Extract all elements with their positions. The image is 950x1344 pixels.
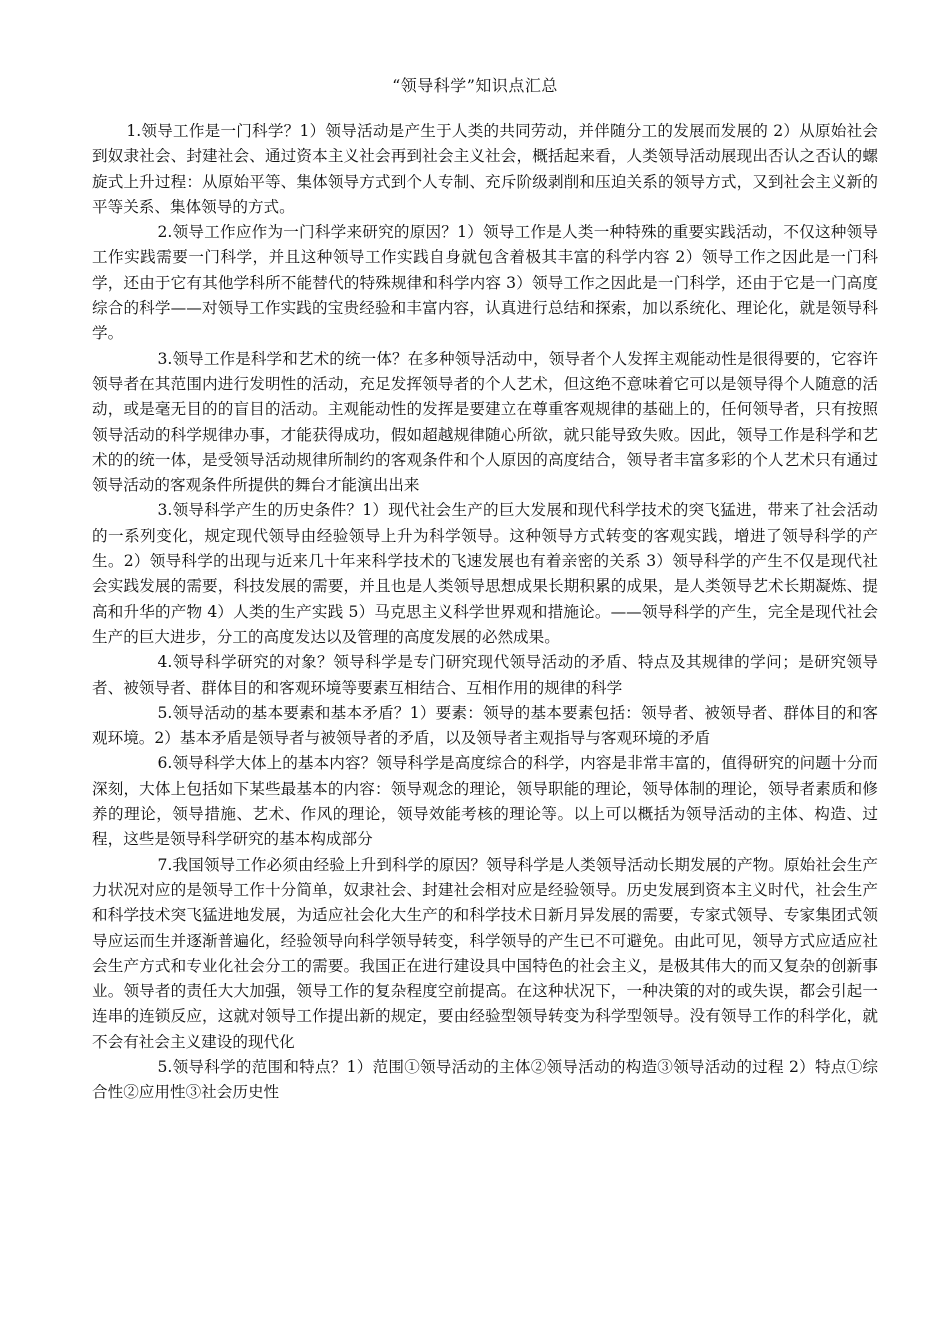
paragraph-4: 3.领导科学产生的历史条件？1）现代社会生产的巨大发展和现代科学技术的突飞猛进，带来了社会活动的一系列变化，规定现代领导由经验领导上升为科学领导。这种领导方式转变的客观实践，增进了领导科学的产生。2）领导科学的出现与近来几十年来科学技术的飞速发展也有着亲密的关系 3）领导科学的产生不仅是现代社会实践发展的需要，科技发展的需要，并且也是人类领导思想成果长期积累的成果，是人类领导艺术长期凝炼、提高和升华的产物 4）人类的生产实践 5）马克思主义科学世界观和措施论。——领导科学的产生，完全是现代社会生产的巨大进步，分工的高度发达以及管理的高度发展的必然成果。 [92, 501, 878, 646]
document-title: “领导科学”知识点汇总 [392, 76, 558, 95]
paragraph-9: 5.领导科学的范围和特点？1）范围①领导活动的主体②领导活动的构造③领导活动的过程 2）特点①综合性②应用性③社会历史性 [92, 1057, 878, 1102]
paragraph-6: 5.领导活动的基本要素和基本矛盾？1）要素：领导的基本要素包括：领导者、被领导者、群体目的和客观环境。2）基本矛盾是领导者与被领导者的矛盾，以及领导者主观指导与客观环境的矛盾 [92, 703, 878, 748]
paragraph-5: 4.领导科学研究的对象？领导科学是专门研究现代领导活动的矛盾、特点及其规律的学问；是研究领导者、被领导者、群体目的和客观环境等要素互相结合、互相作用的规律的科学 [92, 653, 878, 697]
paragraph-2: 2.领导工作应作为一门科学来研究的原因？1）领导工作是人类一种特殊的重要实践活动，不仅这种领导工作实践需要一门科学，并且这种领导工作实践自身就包含着极其丰富的科学内容 2）领导工作之因此是一门科学，还由于它有其他学科所不能替代的特殊规律和科学内容 3）领导工作之因此是一门科学，还由于它是一门高度综合的科学——对领导工作实践的宝贵经验和丰富内容，认真进行总结和探索，加以系统化、理论化，就是领导科学。 [92, 223, 878, 343]
paragraph-3: 3.领导工作是科学和艺术的统一体？在多种领导活动中，领导者个人发挥主观能动性是很得要的，它容许领导者在其范围内进行发明性的活动，充足发挥领导者的个人艺术，但这绝不意味着它可以是领导得个人随意的活动，或是毫无目的的盲目的活动。主观能动性的发挥是要建立在尊重客观规律的基础上的，任何领导者，只有按照领导活动的科学规律办事，才能获得成功，假如超越规律随心所欲，就只能导致失败。因此，领导工作是科学和艺术的的统一体，是受领导活动规律所制约的客观条件和个人原因的高度结合，领导者丰富多彩的个人艺术只有通过领导活动的客观条件所提供的舞台才能演出出来 [92, 349, 878, 495]
paragraph-1: 1.领导工作是一门科学？1）领导活动是产生于人类的共同劳动，并伴随分工的发展而发展的 2）从原始社会到奴隶社会、封建社会、通过资本主义社会再到社会主义社会，概括起来看，人类领导活动展现出否认之否认的螺旋式上升过程：从原始平等、集体领导方式到个人专制、充斥阶级剥削和压迫关系的领导方式，又到社会主义新的平等关系、集体领导的方式。 [92, 122, 878, 216]
document-body [92, 119, 878, 1106]
paragraph-7: 6.领导科学大体上的基本内容？领导科学是高度综合的科学，内容是非常丰富的，值得研究的问题十分而深刻，大体上包括如下某些最基本的内容：领导观念的理论，领导职能的理论，领导体制的理论，领导者素质和修养的理论，领导措施、艺术、作风的理论，领导效能考核的理论等。以上可以概括为领导活动的主体、构造、过程，这些是领导科学研究的基本构成部分 [92, 754, 878, 849]
paragraph-8: 7.我国领导工作必须由经验上升到科学的原因？领导科学是人类领导活动长期发展的产物。原始社会生产力状况对应的是领导工作十分简单，奴隶社会、封建社会相对应是经验领导。历史发展到资本主义时代，社会生产和科学技术突飞猛进地发展，为适应社会化大生产的和科学技术日新月异发展的需要，专家式领导、专家集团式领导应运而生并逐渐普遍化，经验领导向科学领导转变，科学领导的产生已不可避免。由此可见，领导方式应适应社会生产方式和专业化社会分工的需要。我国正在进行建设具中国特色的社会主义，是极其伟大的而又复杂的创新事业。领导者的责任大大加强，领导工作的复杂程度空前提高。在这种状况下，一种决策的对的或失误，都会引起一连串的连锁反应，这就对领导工作提出新的规定，要由经验型领导转变为科学型领导。没有领导工作的科学化，就不会有社会主义建设的现代化 [92, 855, 878, 1051]
